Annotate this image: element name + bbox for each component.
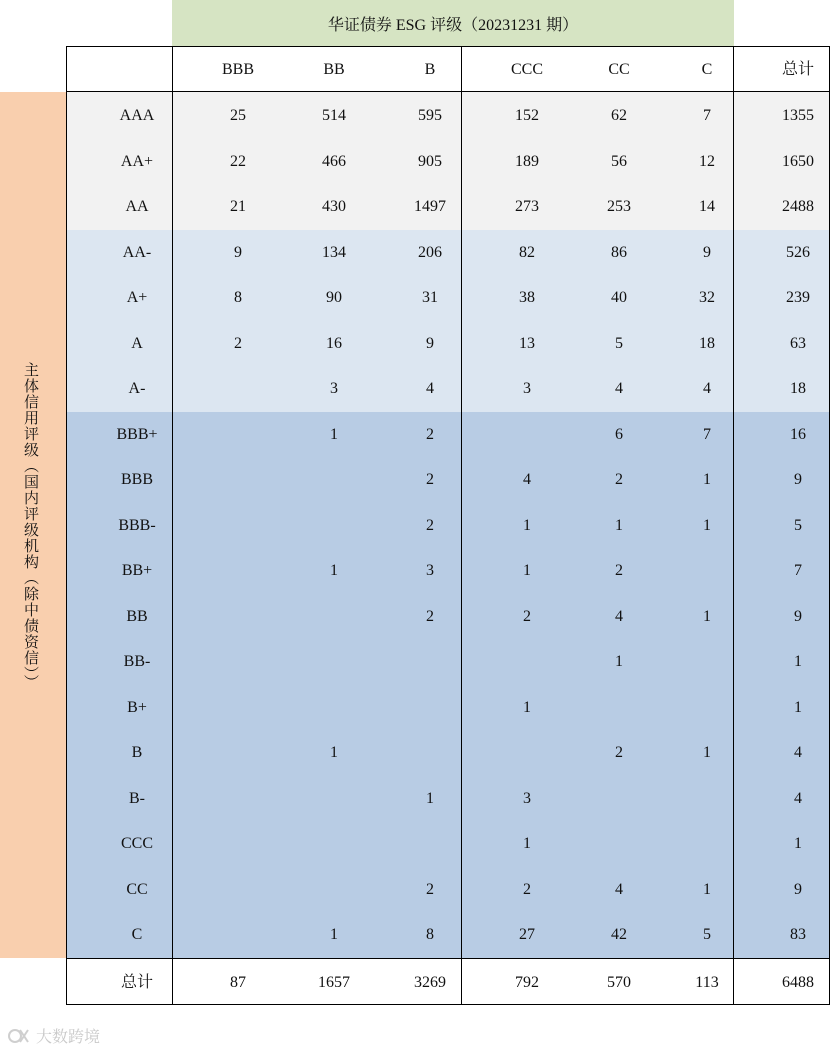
- table-cell: 152: [515, 107, 539, 124]
- table-cell: 4: [426, 380, 434, 397]
- table-cell: 31: [422, 289, 438, 306]
- table-cell: 1: [615, 653, 623, 670]
- table-cell: 5: [703, 926, 711, 943]
- table-cell: [299, 514, 369, 538]
- table-cell: 16: [326, 334, 342, 352]
- table-cell: 82: [519, 243, 535, 261]
- table-cell: 2: [426, 607, 434, 625]
- table-cell: [395, 650, 465, 674]
- table-cell: 1: [523, 698, 531, 716]
- table-cell: 1: [330, 926, 338, 943]
- table-cell: 1497: [414, 198, 446, 215]
- row-label: BBB: [120, 471, 153, 488]
- table-cell: 1: [330, 562, 338, 579]
- table-cell: 27: [519, 926, 535, 943]
- column-header: CC: [608, 61, 630, 78]
- table-cell: [299, 605, 369, 629]
- table-cell: 9: [426, 334, 434, 352]
- table-cell: 32: [699, 289, 715, 306]
- row-label: B-: [129, 789, 145, 807]
- column-header: BBB: [221, 61, 254, 78]
- table-cell: 9: [794, 471, 802, 488]
- grid-line-top: [66, 46, 830, 47]
- table-cell: [203, 559, 273, 583]
- total-cell: 1657: [318, 974, 350, 991]
- row-label: AAA: [119, 107, 155, 124]
- table-cell: 2: [426, 880, 434, 898]
- grid-line-bottom: [66, 1004, 830, 1005]
- row-label: BB-: [123, 653, 151, 670]
- table-cell: 12: [699, 152, 715, 170]
- table-cell: 90: [326, 289, 342, 306]
- table-cell: 1650: [782, 152, 814, 170]
- table-cell: 8: [234, 289, 242, 306]
- table-cell: [672, 696, 742, 720]
- table-cell: [203, 832, 273, 856]
- table-cell: 13: [519, 334, 535, 352]
- row-label: CC: [126, 880, 148, 898]
- table-cell: 5: [615, 334, 623, 352]
- total-cell: 792: [515, 974, 539, 991]
- table-cell: [203, 514, 273, 538]
- table-cell: 1: [703, 516, 711, 534]
- table-cell: 1: [703, 471, 711, 488]
- table-cell: [299, 787, 369, 811]
- table-cell: 2: [426, 425, 434, 443]
- table-cell: [203, 696, 273, 720]
- table-cell: 595: [418, 107, 442, 124]
- total-cell: 87: [230, 974, 246, 991]
- table-cell: 4: [703, 380, 711, 397]
- table-cell: 1355: [782, 107, 814, 124]
- table-cell: 9: [234, 243, 242, 261]
- row-group-label-text: 主体信用评级（国内评级机构（除中债资信））: [22, 362, 40, 691]
- total-cell: 113: [695, 974, 719, 991]
- table-cell: 42: [611, 926, 627, 943]
- table-cell: 1: [523, 835, 531, 852]
- table-cell: 1: [794, 835, 802, 852]
- table-cell: 430: [322, 198, 346, 215]
- table-cell: 134: [322, 243, 346, 261]
- table-cell: 14: [699, 198, 715, 215]
- table-cell: 2: [615, 744, 623, 761]
- table-cell: 3: [523, 789, 531, 807]
- table-cell: [672, 559, 742, 583]
- table-cell: [492, 741, 562, 765]
- table-cell: 16: [790, 425, 806, 443]
- table-cell: [492, 650, 562, 674]
- table-cell: 1: [615, 516, 623, 534]
- table-cell: 18: [699, 334, 715, 352]
- table-cell: 3: [523, 380, 531, 397]
- row-label: BB: [126, 607, 148, 625]
- table-cell: 5: [794, 516, 802, 534]
- table-cell: 2: [426, 516, 434, 534]
- table-cell: 18: [790, 380, 806, 397]
- row-label: A-: [128, 380, 146, 397]
- table-cell: 38: [519, 289, 535, 306]
- table-cell: [395, 832, 465, 856]
- table-cell: [203, 605, 273, 629]
- table-cell: 7: [703, 425, 711, 443]
- table-cell: 1: [426, 789, 434, 807]
- table-cell: 9: [794, 880, 802, 898]
- table-cell: 2: [615, 562, 623, 579]
- total-cell: 6488: [782, 974, 814, 991]
- table-cell: 62: [611, 107, 627, 124]
- table-cell: 7: [703, 107, 711, 124]
- table-cell: 1: [703, 880, 711, 898]
- column-header: B: [424, 61, 436, 78]
- table-title: [172, 0, 734, 46]
- total-cell: 3269: [414, 974, 446, 991]
- table-cell: 1: [794, 698, 802, 716]
- row-label: A+: [126, 289, 148, 306]
- table-cell: [203, 377, 273, 401]
- table-cell: 3: [426, 562, 434, 579]
- table-cell: 1: [703, 744, 711, 761]
- column-header: 总计: [781, 61, 814, 78]
- table-cell: [203, 741, 273, 765]
- table-cell: 905: [418, 152, 442, 170]
- table-cell: 514: [322, 107, 346, 124]
- table-cell: 2: [426, 471, 434, 488]
- band-low-grade: [66, 412, 830, 958]
- table-cell: [203, 468, 273, 492]
- table-cell: [299, 468, 369, 492]
- table-title-text: 华证债券 ESG 评级（20231231 期）: [327, 16, 579, 34]
- table-cell: [203, 650, 273, 674]
- table-cell: [299, 832, 369, 856]
- table-cell: 3: [330, 380, 338, 397]
- table-cell: 1: [330, 744, 338, 761]
- table-cell: [395, 741, 465, 765]
- row-label: C: [131, 926, 143, 943]
- table-cell: 4: [615, 607, 623, 625]
- table-cell: 9: [703, 243, 711, 261]
- row-label: BBB+: [116, 425, 158, 443]
- table-cell: 6: [615, 425, 623, 443]
- grid-line-total-top: [66, 958, 830, 959]
- table-cell: [584, 832, 654, 856]
- table-cell: 273: [515, 198, 539, 215]
- row-label: AA+: [120, 152, 154, 170]
- row-label: AA: [125, 198, 149, 215]
- table-cell: 1: [523, 562, 531, 579]
- row-label: BBB-: [118, 516, 156, 534]
- table-cell: 40: [611, 289, 627, 306]
- table-cell: [299, 696, 369, 720]
- table-cell: 206: [418, 243, 442, 261]
- table-cell: 2488: [782, 198, 814, 215]
- row-label: B+: [127, 698, 147, 716]
- column-header: C: [701, 61, 713, 78]
- table-cell: [203, 923, 273, 947]
- table-cell: 25: [230, 107, 246, 124]
- table-cell: 526: [786, 243, 810, 261]
- grid-line-left: [66, 46, 67, 1005]
- table-cell: 21: [230, 198, 246, 215]
- table-cell: [395, 696, 465, 720]
- table-cell: 4: [615, 380, 623, 397]
- row-label: B: [131, 744, 143, 761]
- watermark: [8, 1024, 100, 1047]
- table-cell: [672, 787, 742, 811]
- watermark-text: 大数跨境: [36, 1027, 101, 1046]
- table-cell: 8: [426, 926, 434, 943]
- column-header: BB: [323, 61, 345, 78]
- table-cell: 4: [523, 471, 531, 488]
- table-cell: 1: [523, 516, 531, 534]
- table-cell: 253: [607, 198, 631, 215]
- table-cell: 1: [703, 607, 711, 625]
- grid-line-header-bottom: [66, 91, 830, 92]
- table-cell: [672, 650, 742, 674]
- row-label: AA-: [122, 243, 152, 261]
- table-cell: 22: [230, 152, 246, 170]
- table-cell: 86: [611, 243, 627, 261]
- table-cell: 9: [794, 607, 802, 625]
- row-label: A: [131, 334, 143, 352]
- table-cell: [203, 787, 273, 811]
- row-label: CCC: [120, 835, 153, 852]
- table-cell: [203, 423, 273, 447]
- watermark-logo-icon: [8, 1026, 30, 1046]
- table-cell: 4: [794, 789, 802, 807]
- table-cell: 63: [790, 334, 806, 352]
- table-cell: [299, 878, 369, 902]
- table-cell: 239: [786, 289, 810, 306]
- table-cell: [672, 832, 742, 856]
- row-group-label: [0, 92, 66, 958]
- table-cell: 2: [523, 880, 531, 898]
- table-cell: [492, 423, 562, 447]
- table-cell: 189: [515, 152, 539, 170]
- total-cell: 570: [607, 974, 631, 991]
- table-cell: 4: [794, 744, 802, 761]
- row-label: BB+: [121, 562, 153, 579]
- table-cell: [584, 696, 654, 720]
- table-cell: [584, 787, 654, 811]
- table-cell: 2: [615, 471, 623, 488]
- table-cell: 83: [790, 926, 806, 943]
- table-cell: 466: [322, 152, 346, 170]
- table-cell: 7: [794, 562, 802, 579]
- table-cell: 56: [611, 152, 627, 170]
- table-cell: 1: [330, 425, 338, 443]
- table-cell: 2: [234, 334, 242, 352]
- table-cell: [203, 878, 273, 902]
- total-row-label: 总计: [120, 974, 153, 991]
- table-cell: [299, 650, 369, 674]
- column-header: CCC: [510, 61, 543, 78]
- table-cell: 2: [523, 607, 531, 625]
- table-cell: 4: [615, 880, 623, 898]
- table-cell: 1: [794, 653, 802, 670]
